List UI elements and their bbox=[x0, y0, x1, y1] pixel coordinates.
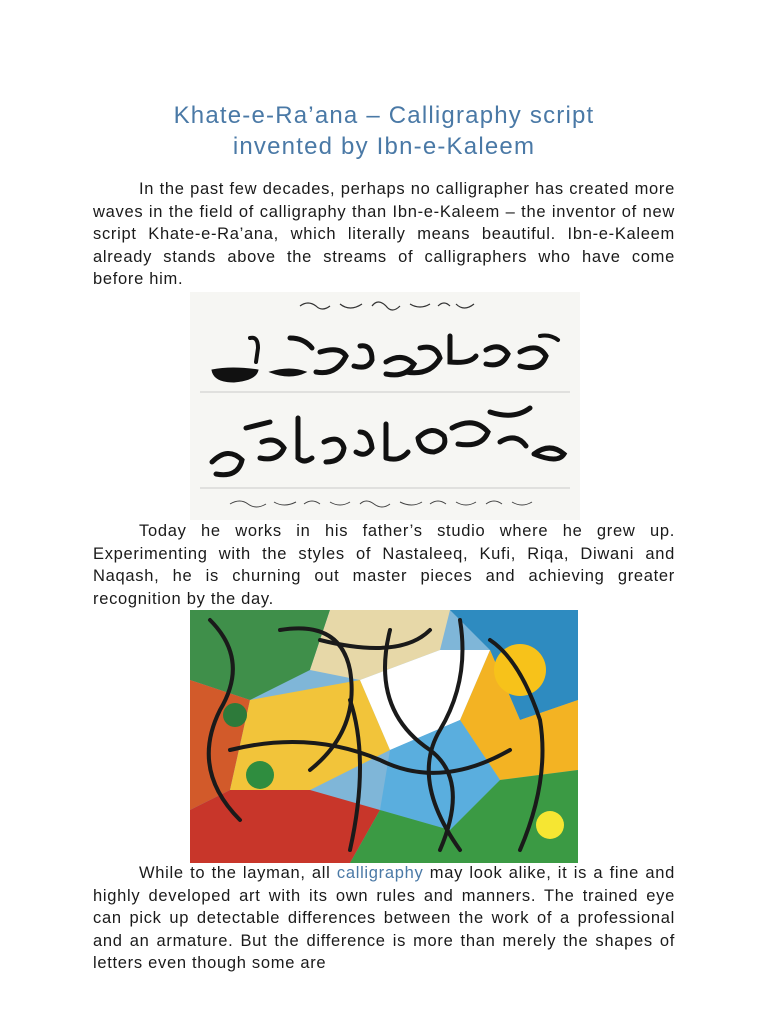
calligraphy-alphabet-image bbox=[190, 292, 580, 520]
paragraph-intro bbox=[93, 178, 675, 291]
paragraph-layman-before: While to the layman, all bbox=[139, 864, 337, 882]
page-title bbox=[0, 100, 768, 162]
paragraph-studio bbox=[93, 520, 675, 610]
title-line-1: Khate-e-Ra’ana – Calligraphy script bbox=[173, 102, 595, 129]
paragraph-layman bbox=[93, 862, 675, 975]
abstract-calligraphy-painting bbox=[190, 610, 578, 863]
calligraphy-link[interactable]: calligraphy bbox=[336, 864, 424, 882]
paragraph-layman-after: may look alike, it is a fine and highly developed art with its own rules and manners. The trained eye can pick up detectable differences between the work of a professional and an armature. But the difference is more than merely the shapes of letters even though some are bbox=[93, 864, 675, 973]
paragraph-intro-text: In the past few decades, perhaps no calligrapher has created more waves in the field of calligraphy than Ibn-e-Kaleem – the inventor of new script Khate-e-Ra’ana, which literally means beautiful. Ibn-e-Kaleem already stands above the streams of calligraphers who have come before him. bbox=[93, 180, 675, 289]
paragraph-studio-text: Today he works in his father’s studio where he grew up. Experimenting with the styles of Nastaleeq, Kufi, Riqa, Diwani and Naqash, he is churning out master pieces and achieving greater recognition by the day. bbox=[93, 522, 675, 608]
title-line-2: invented by Ibn-e-Kaleem bbox=[232, 133, 536, 160]
